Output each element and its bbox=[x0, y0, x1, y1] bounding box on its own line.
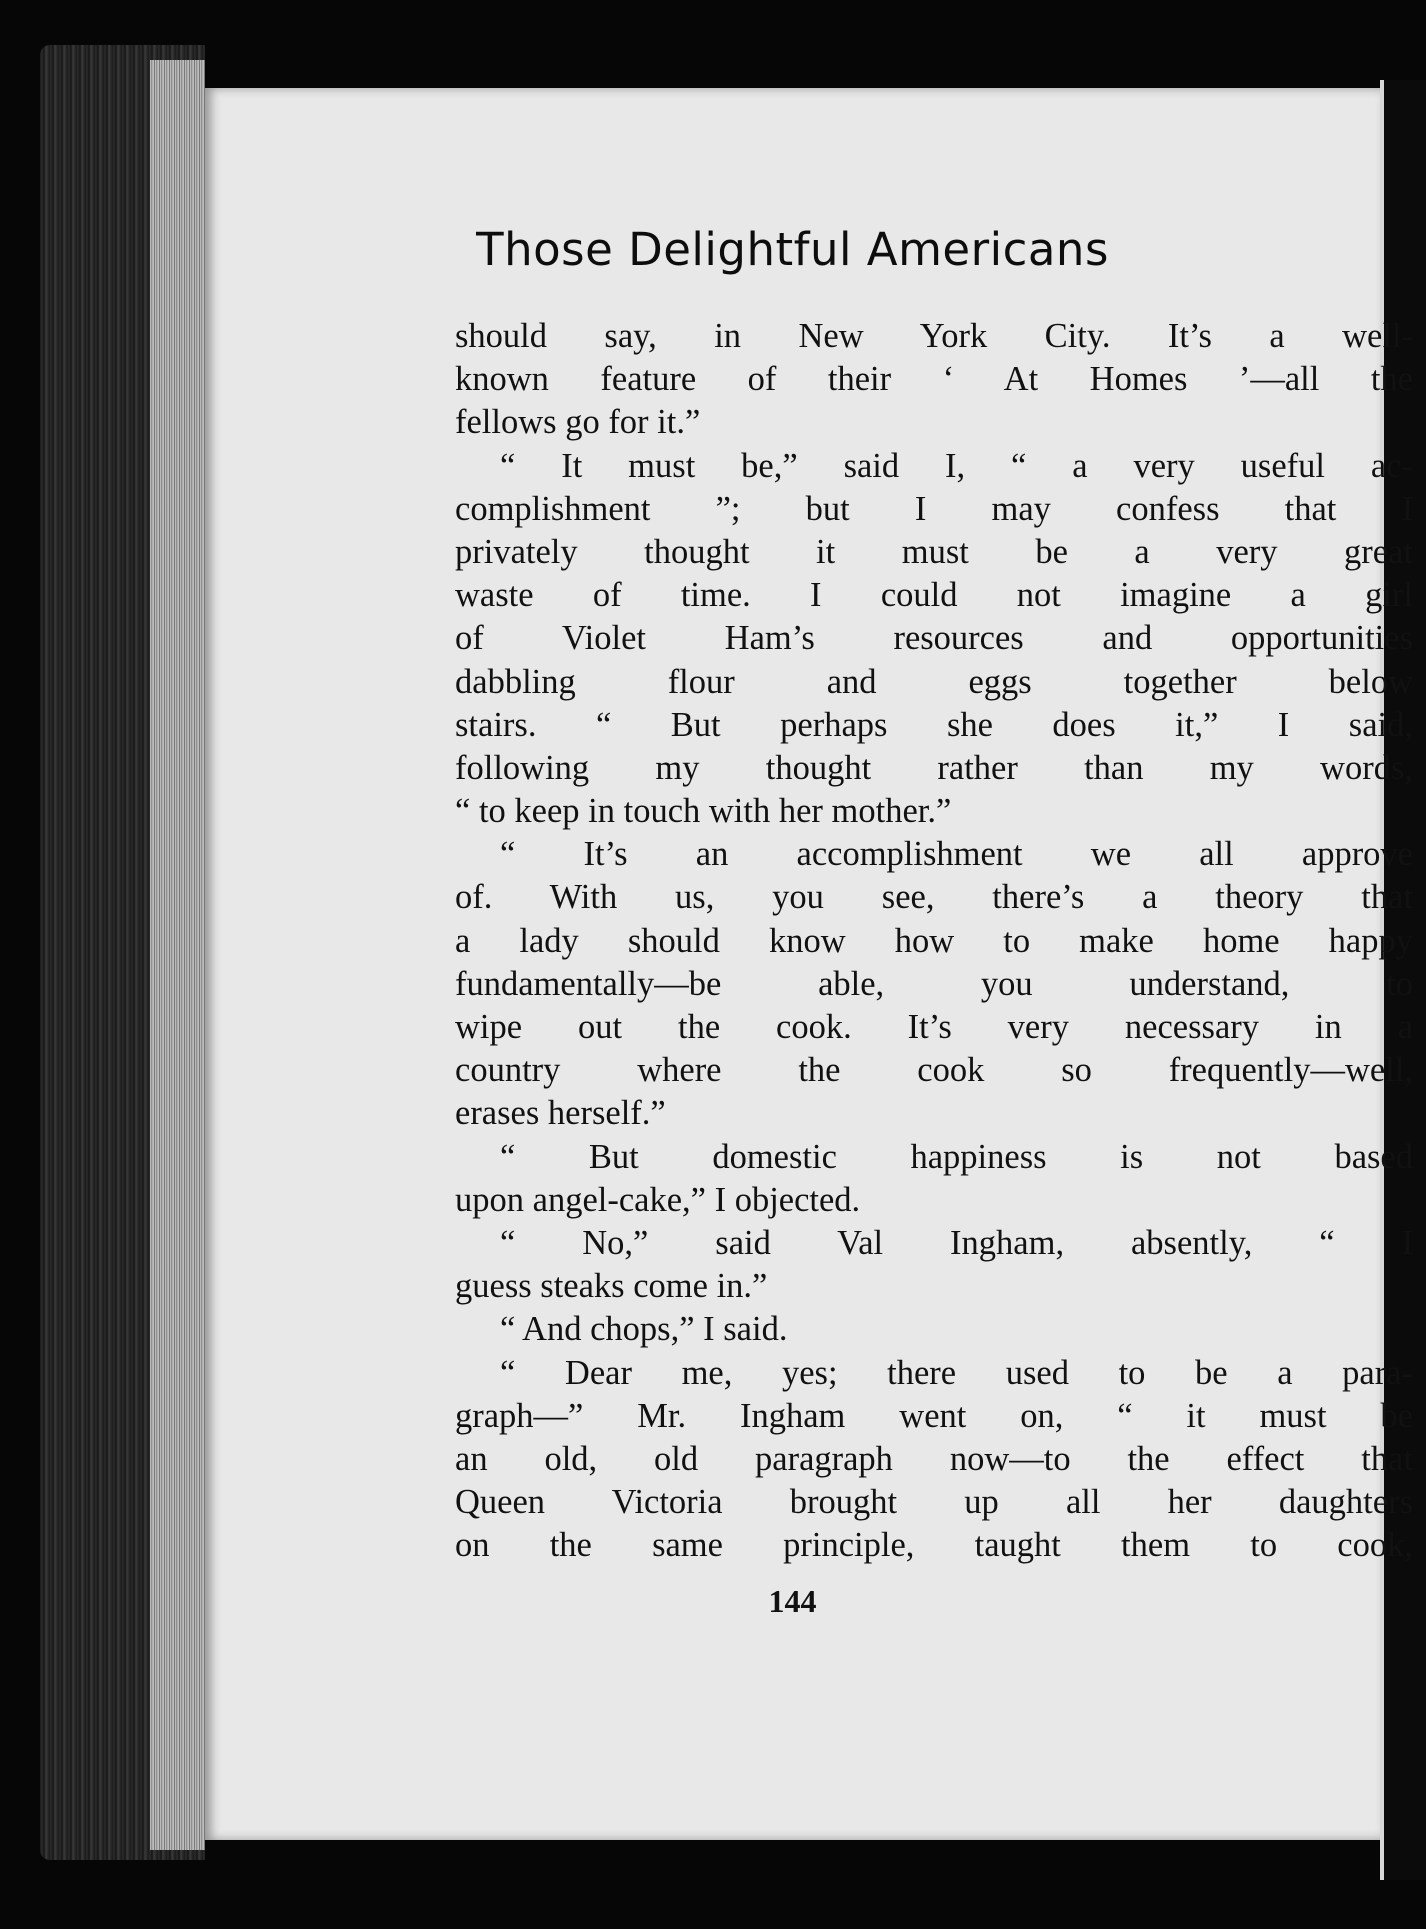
text-line: dabbling flour and eggs together below bbox=[455, 662, 1413, 701]
running-head: Those Delightful Americans bbox=[476, 223, 1109, 276]
text-line: an old, old paragraph now—to the effect that bbox=[455, 1439, 1413, 1478]
text-line: “ Dear me, yes; there used to be a para- bbox=[500, 1353, 1413, 1392]
text-line: following my thought rather than my words, bbox=[455, 748, 1413, 787]
text-line: “ It must be,” said I, “ a very useful ac- bbox=[500, 446, 1413, 485]
text-line: wipe out the cook. It’s very necessary in a bbox=[455, 1008, 1413, 1046]
text-line: on the same principle, taught them to cook, bbox=[455, 1526, 1413, 1565]
text-line: upon angel-cake,” I objected. bbox=[455, 1180, 861, 1219]
text-line: of Violet Ham’s resources and opportunities bbox=[455, 619, 1413, 658]
text-line: of. With us, you see, there’s a theory that bbox=[455, 878, 1413, 917]
text-line: stairs. “ But perhaps she does it,” I said, bbox=[455, 705, 1413, 744]
text-line: complishment ”; but I may confess that I bbox=[455, 489, 1413, 528]
text-line: privately thought it must be a very great bbox=[455, 532, 1413, 571]
text-line: guess steaks come in.” bbox=[455, 1267, 768, 1306]
page-edges bbox=[150, 60, 205, 1850]
text-line: graph—” Mr. Ingham went on, “ it must be bbox=[455, 1396, 1413, 1435]
text-line: country where the cook so frequently—well, bbox=[455, 1051, 1413, 1090]
book-page bbox=[205, 88, 1413, 1840]
text-line: “ And chops,” I said. bbox=[500, 1310, 788, 1349]
text-line: “ It’s an accomplishment we all approve bbox=[500, 835, 1413, 874]
text-line: a lady should know how to make home happy bbox=[455, 921, 1413, 960]
text-line: fellows go for it.” bbox=[455, 403, 701, 442]
text-line: Queen Victoria brought up all her daughters bbox=[455, 1483, 1413, 1522]
text-line: waste of time. I could not imagine a girl bbox=[455, 576, 1413, 615]
text-line: should say, in New York City. It’s a well- bbox=[455, 317, 1413, 355]
text-line: “ But domestic happiness is not based bbox=[500, 1137, 1413, 1176]
text-line: “ No,” said Val Ingham, absently, “ I bbox=[500, 1223, 1413, 1262]
page-number: 144 bbox=[768, 1583, 817, 1619]
text-line: erases herself.” bbox=[455, 1094, 666, 1133]
text-line: known feature of their ‘ At Homes ’—all the bbox=[455, 360, 1413, 399]
body-text bbox=[455, 315, 1413, 1567]
text-line: “ to keep in touch with her mother.” bbox=[455, 792, 952, 831]
text-line: fundamentally—be able, you understand, to bbox=[455, 964, 1413, 1003]
